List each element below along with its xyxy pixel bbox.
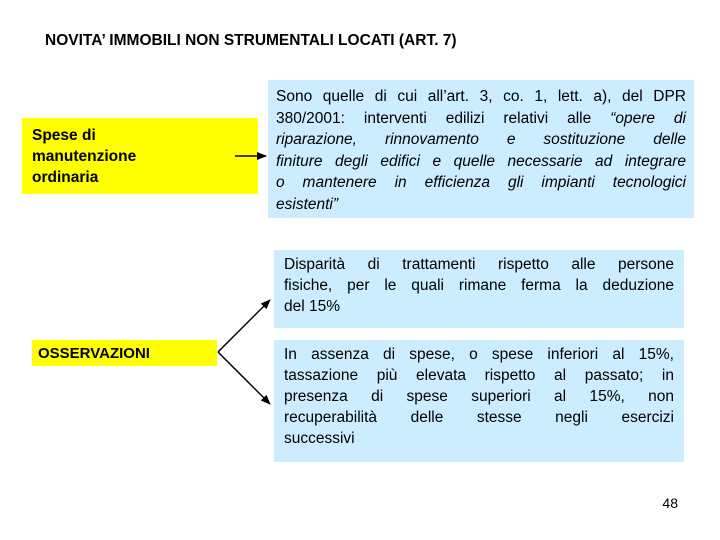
term-line: manutenzione [32,148,137,165]
observations-label: OSSERVAZIONI [32,340,217,366]
note-line: successivi [284,430,355,447]
note-line: Disparità di trattamenti rispetto alle persone [284,256,674,273]
arrow-down [218,352,270,404]
arrow-up [218,300,270,352]
note-line: presenza di spese superiori al 15%, non [284,388,674,405]
note-line: tassazione più elevata rispetto al passato; in [284,367,674,384]
definition-line: riparazione, rinnovamento e sostituzione delle [276,131,686,148]
definition-line: Sono quelle di cui all’art. 3, co. 1, lett. a), del DPR [276,88,686,105]
note-line: fisiche, per le quali rimane ferma la deduzione [284,277,674,294]
definition-line: finiture degli edifici e quelle necessarie ad integrare [276,152,686,170]
definition-text: 380/2001: interventi edilizi relativi alle [276,109,611,127]
term-line: ordinaria [32,169,99,186]
note-line: recuperabilità delle stesse negli esercizi [284,409,674,426]
page-number: 48 [662,495,678,511]
term-line: Spese di [32,127,96,144]
definition-line: esistenti” [276,195,339,213]
definition-quote-start: “opere di [610,109,686,127]
slide-title: NOVITA’ IMMOBILI NON STRUMENTALI LOCATI (ART. 7) [45,32,457,49]
note-line: del 15% [284,298,341,315]
note-line: In assenza di spese, o spese inferiori al 15%, [284,346,674,363]
definition-line: o mantenere in efficienza gli impianti tecnologici [276,174,686,191]
